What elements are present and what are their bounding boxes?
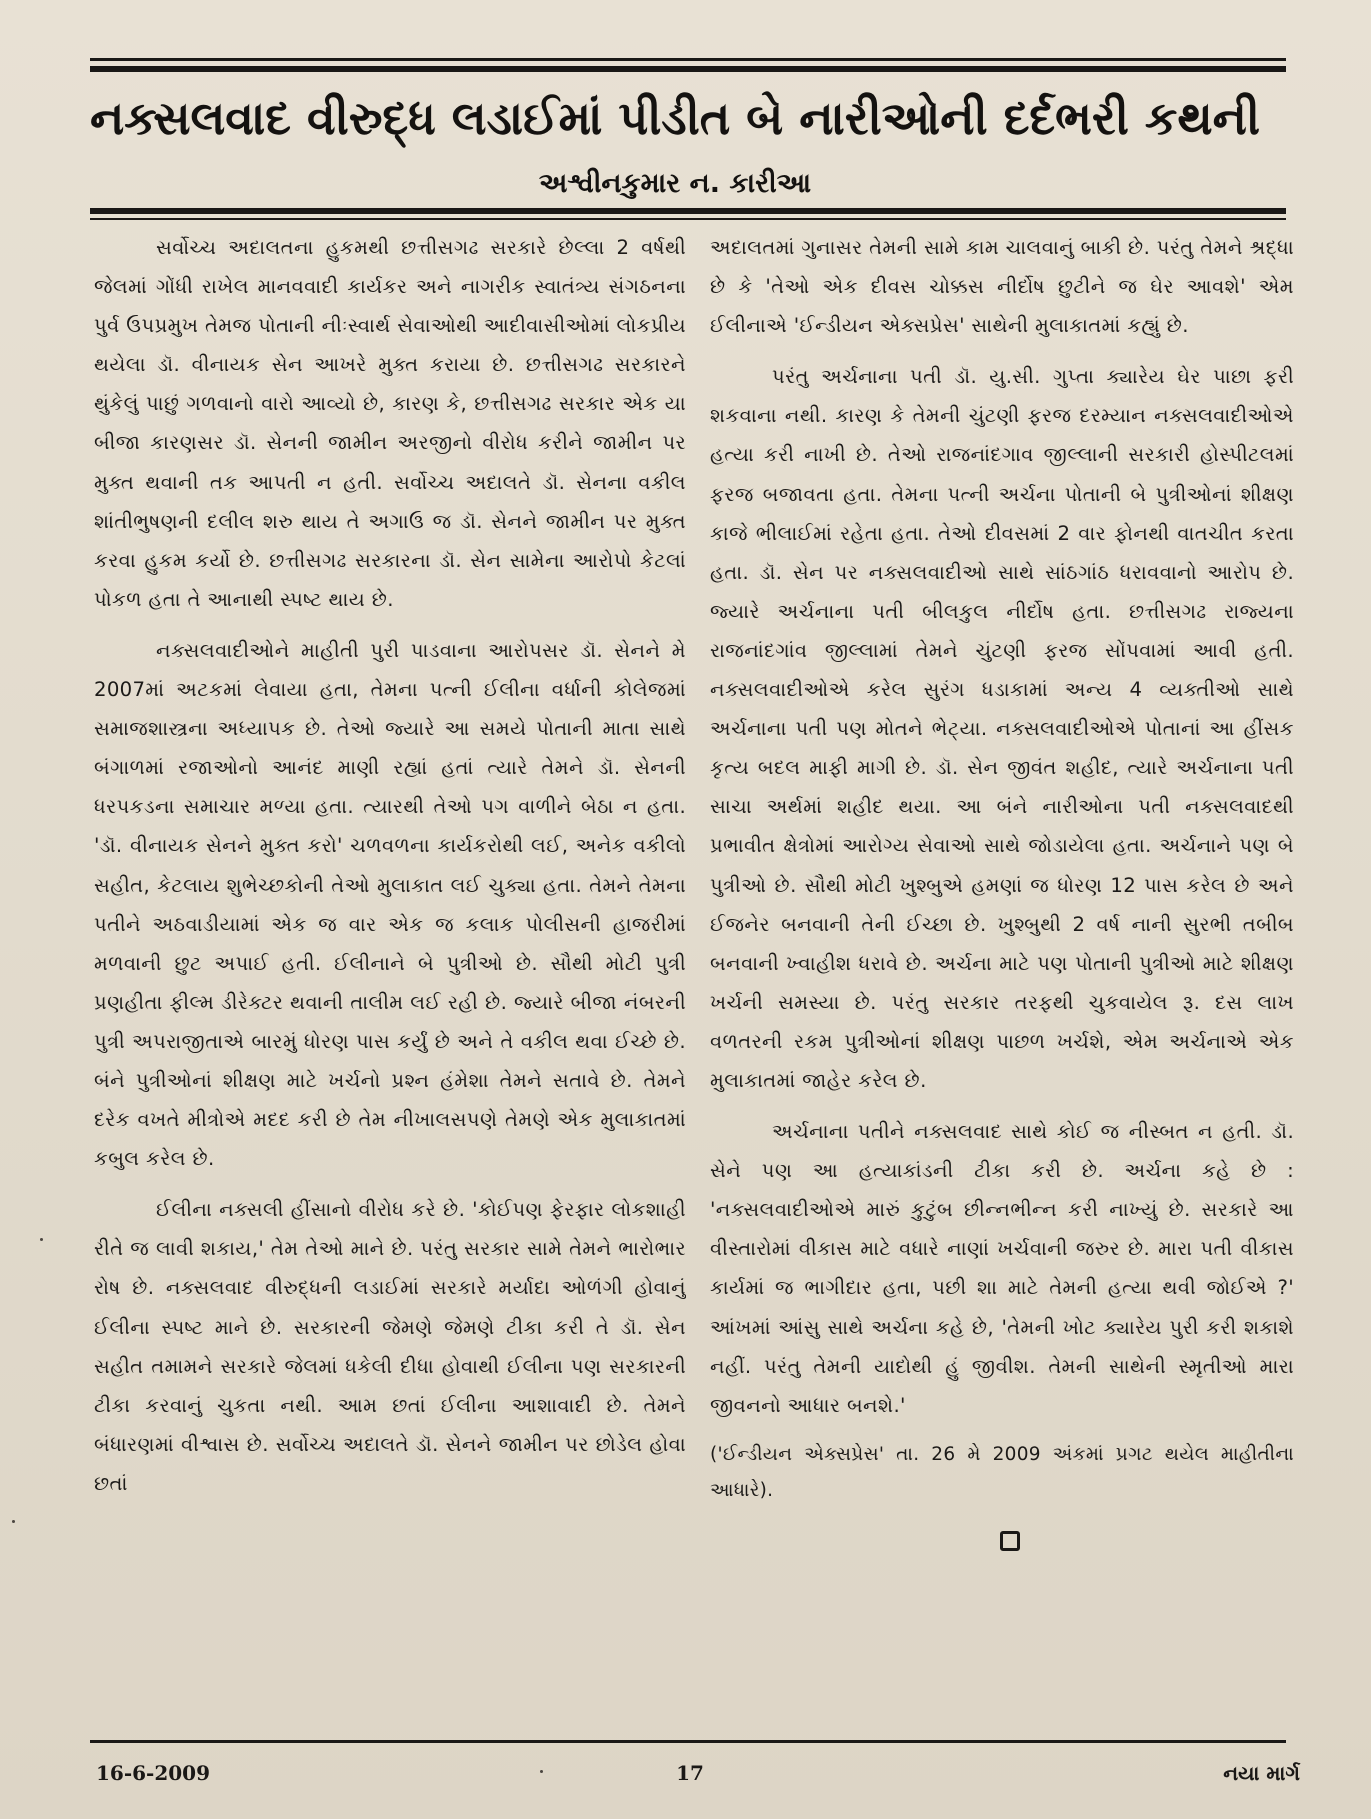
print-speck (40, 1238, 43, 1241)
article-right-column (710, 228, 1294, 1728)
footer-page-number: 17 (676, 1761, 704, 1785)
footer-rule (90, 1740, 1286, 1743)
right-paragraph-1: અદાલતમાં ગુનાસર તેમની સામે કામ ચાલવાનું બાકી છે. પરંતુ તેમને શ્રદ્ધા છે કે 'તેઓ એક દીવસ ચોક્કસ નીર્દોષ છુટીને જ ઘેર આવશે' એમ ઈલીનાએ 'ઈન્ડીયન એક્સપ્રેસ' સાથેની મુલાકાતમાં કહ્યું છે. (710, 236, 1294, 338)
left-paragraph-2: નક્સલવાદીઓને માહીતી પુરી પાડવાના આરોપસર ડૉ. સેનને મે 2007માં અટકમાં લેવાયા હતા, તેમના પત્ની ઈલીના વર્ધાની કોલેજમાં સમાજશાસ્ત્રના અધ્યાપક છે. તેઓ જ્યારે આ સમયે પોતાની માતા સાથે બંગાળમાં રજાઓનો આનંદ માણી રહ્યાં હતાં ત્યારે તેમને ડૉ. સેનની ધરપકડના સમાચાર મળ્યા હતા. ત્યારથી તેઓ પગ વાળીને બેઠા ન હતા. 'ડૉ. વીનાયક સેનને મુક્ત કરો' ચળવળના કાર્યકરોથી લઈ, અનેક વકીલો સહીત, કેટલાય શુભેચ્છકોની તેઓ મુલાકાત લઈ ચુક્યા હતા. તેમને તેમના પતીને અઠવાડીયામાં એક જ વાર એક જ કલાક પોલીસની હાજરીમાં મળવાની છુટ અપાઈ હતી. ઈલીનાને બે પુત્રીઓ છે. સૌથી મોટી પુત્રી પ્રણહીતા ફીલ્મ ડીરેક્ટર થવાની તાલીમ લઈ રહી છે. જ્યારે બીજા નંબરની પુત્રી અપરાજીતાએ બારમું ધોરણ પાસ કર્યું છે અને તે વકીલ થવા ઈચ્છે છે. બંને પુત્રીઓનાં શીક્ષણ માટે ખર્ચનો પ્રશ્ન હંમેશા તેમને સતાવે છે. તેમને દરેક વખતે મીત્રોએ મદદ કરી છે તેમ નીખાલસપણે તેમણે એક મુલાકાતમાં કબુલ કરેલ છે. (94, 638, 686, 1171)
print-speck (12, 1520, 15, 1523)
right-paragraph-2: પરંતુ અર્ચનાના પતી ડૉ. યુ.સી. ગુપ્તા ક્યારેય ઘેર પાછા ફરી શકવાના નથી. કારણ કે તેમની ચુંટણી ફરજ દરમ્યાન નક્સલવાદીઓએ હત્યા કરી નાખી છે. તેઓ રાજનાંદગાવ જીલ્લાની સરકારી હોસ્પીટલમાં ફરજ બજાવતા હતા. તેમના પત્ની અર્ચના પોતાની બે પુત્રીઓનાં શીક્ષણ કાજે ભીલાઈમાં રહેતા હતા. તેઓ દીવસમાં 2 વાર ફોનથી વાતચીત કરતા હતા. ડૉ. સેન પર નક્સલવાદીઓ સાથે સાંઠગાંઠ ધરાવવાનો આરોપ છે. જ્યારે અર્ચનાના પતી બીલકુલ નીર્દોષ હતા. છત્તીસગઢ રાજ્યના રાજનાંદગાંવ જીલ્લામાં તેમને ચુંટણી ફરજ સોંપવામાં આવી હતી. નક્સલવાદીઓએ કરેલ સુરંગ ધડાકામાં અન્ય 4 વ્યક્તીઓ સાથે અર્ચનાના પતી પણ મોતને ભેટ્યા. નક્સલવાદીઓએ પોતાનાં આ હીંસક કૃત્ય બદલ માફી માગી છે. ડૉ. સેન જીવંત શહીદ, ત્યારે અર્ચનાના પતી સાચા અર્થમાં શહીદ થયા. આ બંને નારીઓના પતી નક્સલવાદથી પ્રભાવીત ક્ષેત્રોમાં આરોગ્ય સેવાઓ સાથે જોડાયેલા હતા. અર્ચનાને પણ બે પુત્રીઓ છે. સૌથી મોટી ખુશ્બુએ હમણાં જ ધોરણ 12 પાસ કરેલ છે અને ઈજનેર બનવાની તેની ઈચ્છા છે. ખુશ્બુથી 2 વર્ષ નાની સુરભી તબીબ બનવાની ખ્વાહીશ ધરાવે છે. અર્ચના માટે પણ પોતાની પુત્રીઓ માટે શીક્ષણ ખર્ચની સમસ્યા છે. પરંતુ સરકાર તરફથી ચુકવાયેલ રૂ. દસ લાખ વળતરની રકમ પુત્રીઓનાં શીક્ષણ પાછળ ખર્ચશે, એમ અર્ચનાએ એક મુલાકાતમાં જાહેર કરેલ છે. (710, 365, 1294, 1092)
footer-date: 16-6-2009 (96, 1761, 211, 1785)
left-paragraph-3: ઈલીના નક્સલી હીંસાનો વીરોધ કરે છે. 'કોઈપણ ફેરફાર લોકશાહી રીતે જ લાવી શકાય,' તેમ તેઓ માને છે. પરંતુ સરકાર સામે તેમને ભારોભાર રોષ છે. નક્સલવાદ વીરુદ્ધની લડાઈમાં સરકારે મર્યાદા ઓળંગી હોવાનું ઈલીના સ્પષ્ટ માને છે. સરકારની જેમણે જેમણે ટીકા કરી તે ડૉ. સેન સહીત તમામને સરકારે જેલમાં ધકેલી દીધા હોવાથી ઈલીના પણ સરકારની ટીકા કરવાનું ચુકતા નથી. આમ છતાં ઈલીના આશાવાદી છે. તેમને બંધારણમાં વીશ્વાસ છે. સર્વોચ્ચ અદાલતે ડૉ. સેનને જામીન પર છોડેલ હોવા છતાં (94, 1198, 686, 1495)
article-headline: નક્સલવાદ વીરુદ્ધ લડાઈમાં પીડીત બે નારીઓની દર્દભરી કથની (90, 91, 1260, 145)
print-speck (540, 1770, 543, 1773)
right-paragraph-3: અર્ચનાના પતીને નક્સલવાદ સાથે કોઈ જ નીસ્બત ન હતી. ડૉ. સેને પણ આ હત્યાકાંડની ટીકા કરી છે. અર્ચના કહે છે : 'નક્સલવાદીઓએ મારું કુટુંબ છીન્નભીન્ન કરી નાખ્યું છે. સરકારે આ વીસ્તારોમાં વીકાસ માટે વધારે નાણાં ખર્ચવાની જરુર છે. મારા પતી વીકાસ કાર્યમાં જ ભાગીદાર હતા, પછી શા માટે તેમની હત્યા થવી જોઈએ ?' આંખમાં આંસુ સાથે અર્ચના કહે છે, 'તેમની ખોટ ક્યારેય પુરી કરી શકાશે નહીં. પરંતુ તેમની યાદોથી હું જીવીશ. તેમની સાથેની સ્મૃતીઓ મારા જીવનનો આધાર બનશે.' (710, 1120, 1294, 1417)
end-of-article-box-icon (1000, 1531, 1020, 1551)
byline-thick-rule (90, 208, 1286, 214)
top-thick-rule (90, 66, 1286, 72)
byline-thin-rule (90, 218, 1286, 220)
article-left-column (94, 228, 686, 1728)
top-thin-rule (90, 58, 1286, 61)
left-paragraph-1: સર્વોચ્ચ અદાલતના હુકમથી છત્તીસગઢ સરકારે છેલ્લા 2 વર્ષથી જેલમાં ગોંધી રાખેલ માનવવાદી કાર્યકર અને નાગરીક સ્વાતંત્ર્ય સંગઠનના પુર્વ ઉપપ્રમુખ તેમજ પોતાની નીઃસ્વાર્થ સેવાઓથી આદીવાસીઓમાં લોકપ્રીય થયેલા ડૉ. વીનાયક સેન આખરે મુક્ત કરાયા છે. છત્તીસગઢ સરકારને થુંકેલું પાછું ગળવાનો વારો આવ્યો છે, કારણ કે, છત્તીસગઢ સરકાર એક યા બીજા કારણસર ડૉ. સેનની જામીન અરજીનો વીરોધ કરીને જામીન પર મુક્ત થવાની તક આપતી ન હતી. સર્વોચ્ચ અદાલતે ડૉ. સેનના વકીલ શાંતીભુષણની દલીલ શરુ થાય તે અગાઉ જ ડૉ. સેનને જામીન પર મુક્ત કરવા હુકમ કર્યો છે. છત્તીસગઢ સરકારના ડૉ. સેન સામેના આરોપો કેટલાં પોકળ હતા તે આનાથી સ્પષ્ટ થાય છે. (94, 236, 686, 611)
article-author: અશ્વીનકુમાર ન. કારીઆ (538, 168, 812, 199)
footer-magazine-name: નયા માર્ગ (1223, 1761, 1300, 1785)
source-note: ('ઈન્ડીયન એક્સપ્રેસ' તા. 26 મે 2009 અંકમાં પ્રગટ થયેલ માહીતીના આધારે). (710, 1443, 1294, 1501)
